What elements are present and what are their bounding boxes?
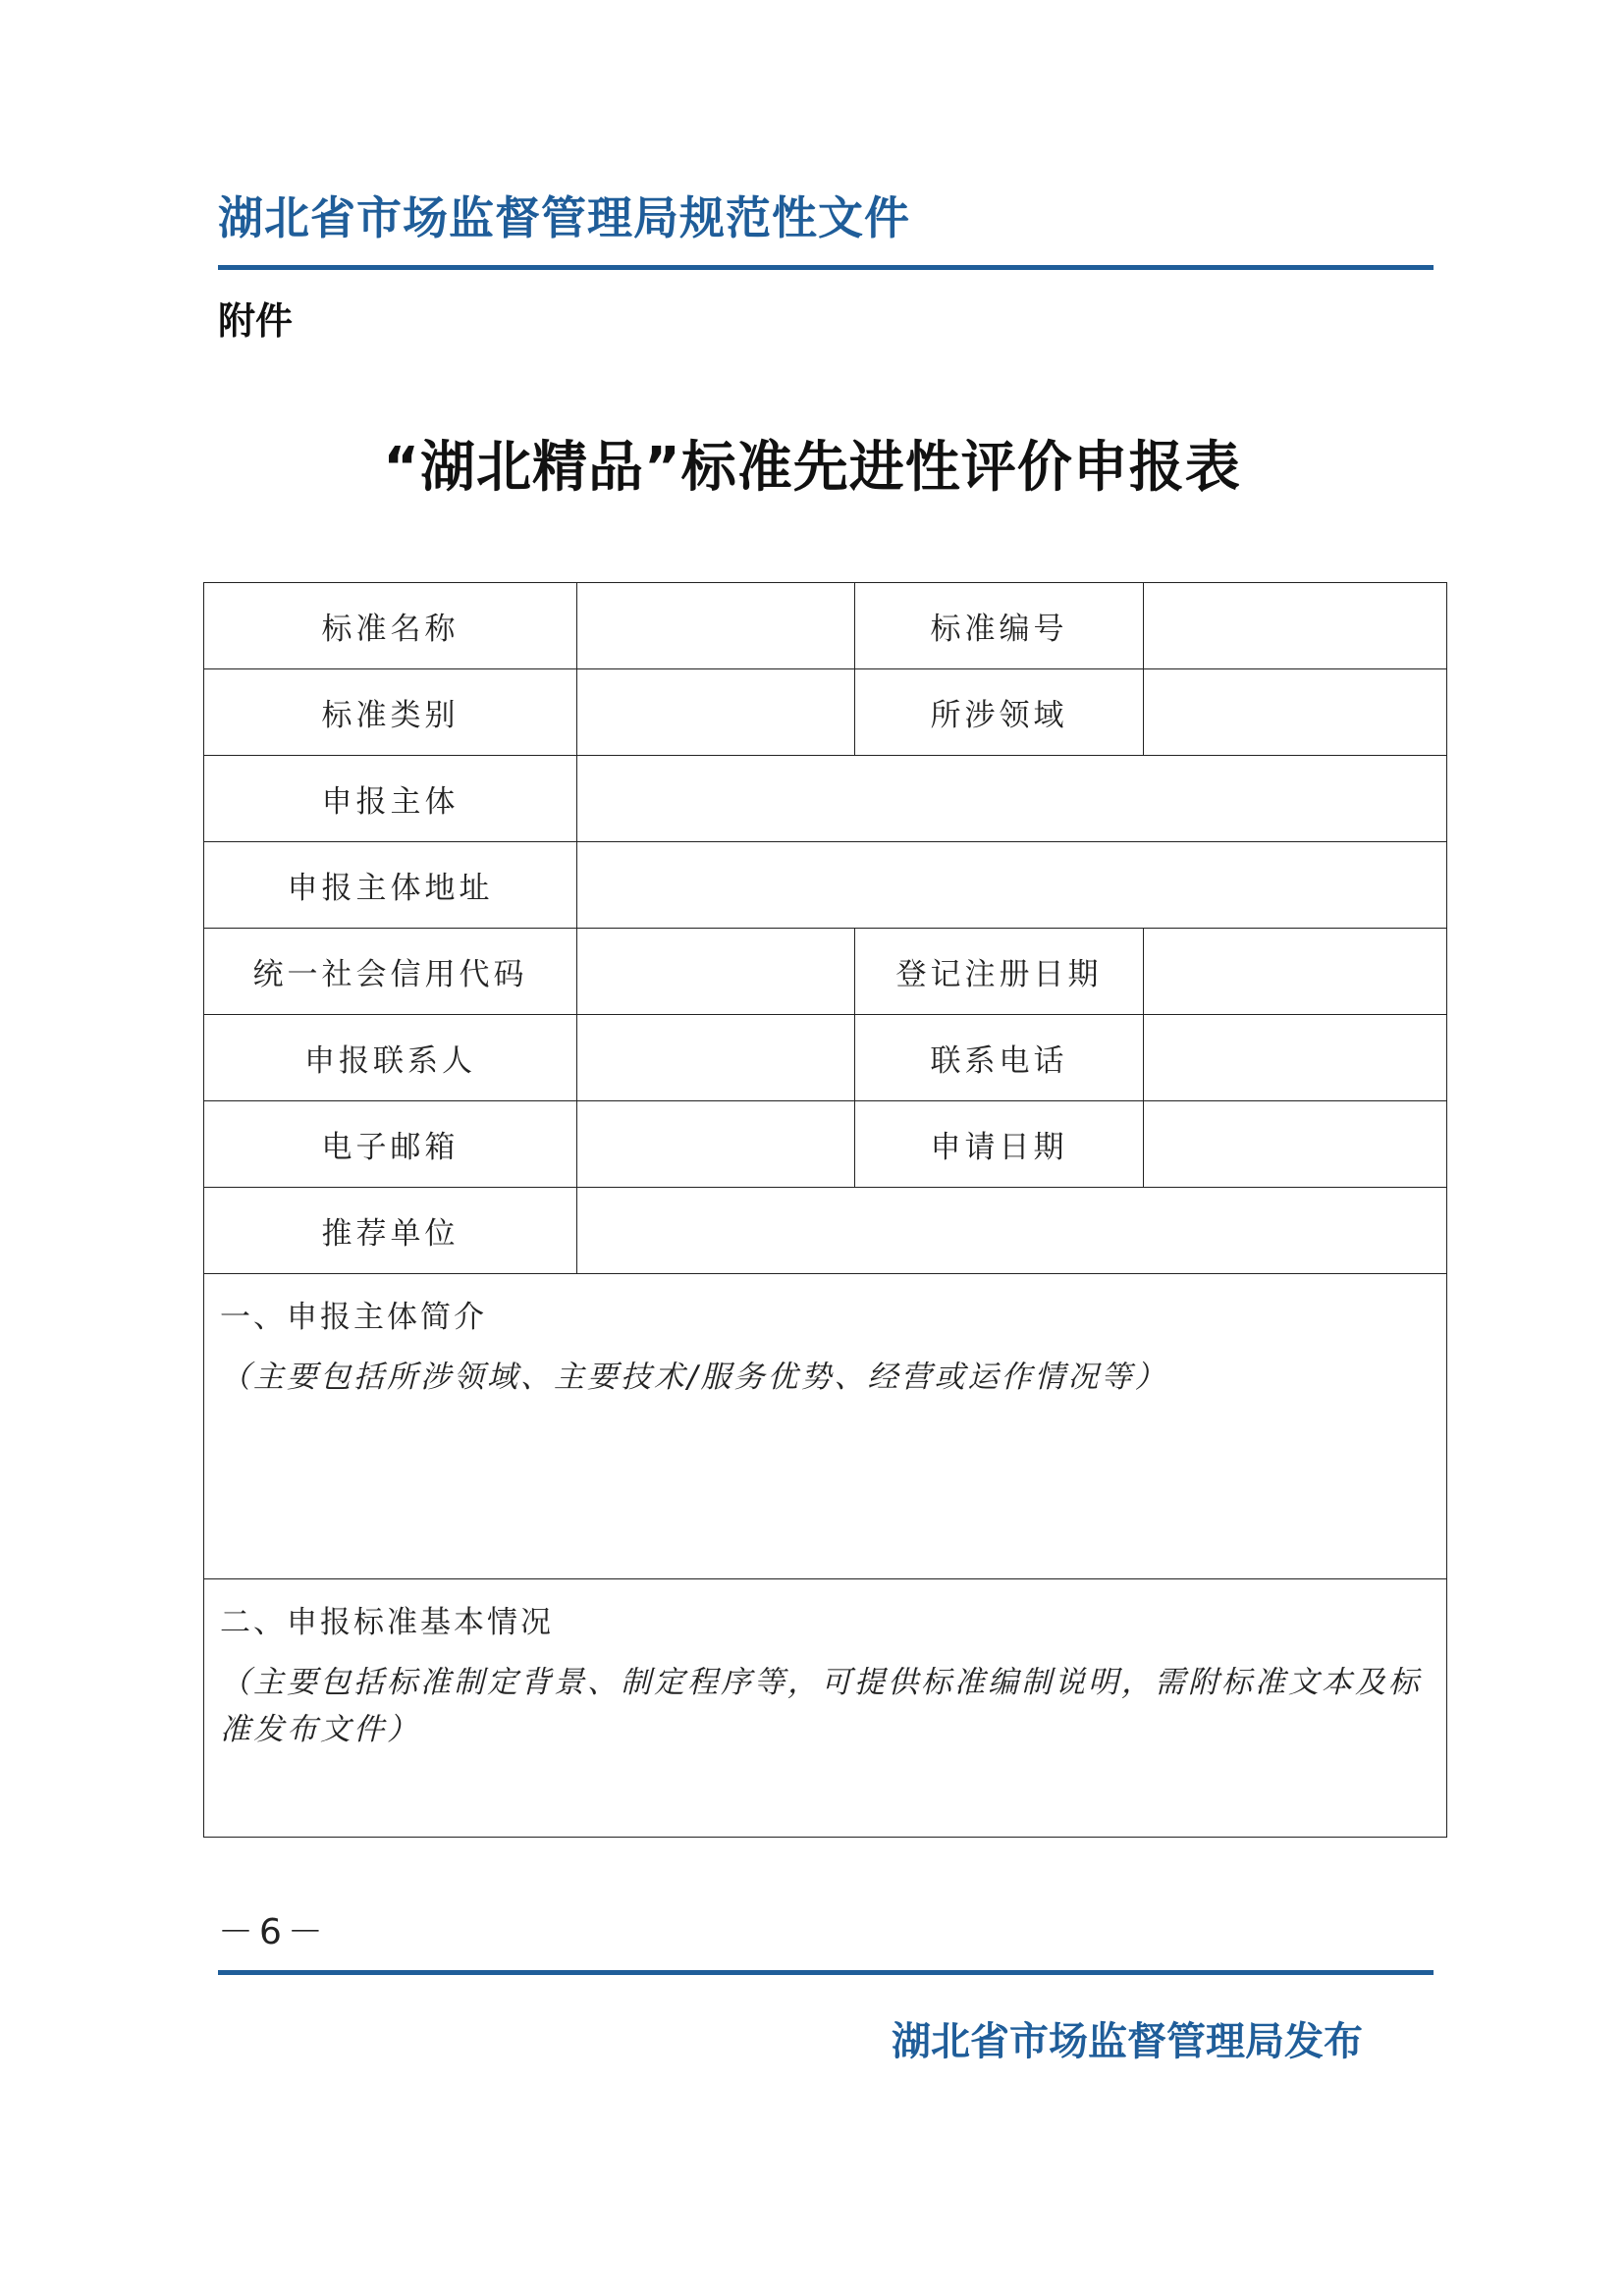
standard-number-label: 标准编号 (855, 583, 1144, 669)
applicant-field[interactable] (577, 756, 1447, 842)
application-date-label: 申请日期 (855, 1101, 1144, 1188)
standard-number-field[interactable] (1144, 583, 1447, 669)
email-label: 电子邮箱 (204, 1101, 577, 1188)
recommending-unit-label: 推荐单位 (204, 1188, 577, 1274)
standard-info-heading: 二、申报标准基本情况 (220, 1605, 554, 1640)
registration-date-label: 登记注册日期 (855, 929, 1144, 1015)
standard-name-label: 标准名称 (204, 583, 577, 669)
standard-name-field[interactable] (577, 583, 855, 669)
registration-date-field[interactable] (1144, 929, 1447, 1015)
applicant-intro-note: （主要包括所涉领域、主要技术/服务优势、经营或运作情况等） (220, 1360, 1168, 1395)
field-involved-field[interactable] (1144, 669, 1447, 756)
applicant-intro-heading: 一、申报主体简介 (220, 1300, 487, 1335)
applicant-address-field[interactable] (577, 842, 1447, 929)
footer-divider (218, 1970, 1434, 1975)
application-form-table (203, 582, 1447, 1838)
header-title: 湖北省市场监督管理局规范性文件 (218, 191, 910, 244)
application-date-field[interactable] (1144, 1101, 1447, 1188)
table-row (204, 1274, 1447, 1579)
applicant-intro-section[interactable] (204, 1274, 1447, 1579)
page-number: －6－ (218, 1912, 329, 1952)
credit-code-label: 统一社会信用代码 (204, 929, 577, 1015)
table-row (204, 1579, 1447, 1838)
table-row (204, 1015, 1447, 1101)
table-row (204, 1101, 1447, 1188)
email-field[interactable] (577, 1101, 855, 1188)
contact-phone-field[interactable] (1144, 1015, 1447, 1101)
applicant-address-label: 申报主体地址 (204, 842, 577, 929)
applicant-label: 申报主体 (204, 756, 577, 842)
table-row (204, 929, 1447, 1015)
contact-phone-label: 联系电话 (855, 1015, 1144, 1101)
credit-code-field[interactable] (577, 929, 855, 1015)
table-row (204, 756, 1447, 842)
document-title: “湖北精品”标准先进性评价申报表 (383, 436, 1241, 500)
table-row (204, 669, 1447, 756)
standard-category-label: 标准类别 (204, 669, 577, 756)
header-divider (218, 265, 1434, 270)
contact-person-field[interactable] (577, 1015, 855, 1101)
contact-person-label: 申报联系人 (204, 1015, 577, 1101)
recommending-unit-field[interactable] (577, 1188, 1447, 1274)
field-involved-label: 所涉领域 (855, 669, 1144, 756)
table-row (204, 842, 1447, 929)
standard-category-field[interactable] (577, 669, 855, 756)
table-row (204, 583, 1447, 669)
footer-publisher: 湖北省市场监督管理局发布 (892, 2019, 1363, 2064)
standard-info-note: （主要包括标准制定背景、制定程序等，可提供标准编制说明，需附标准文本及标准发布文件） (220, 1665, 1422, 1747)
table-row (204, 1188, 1447, 1274)
attachment-label: 附件 (218, 299, 294, 343)
standard-info-section[interactable] (204, 1579, 1447, 1838)
